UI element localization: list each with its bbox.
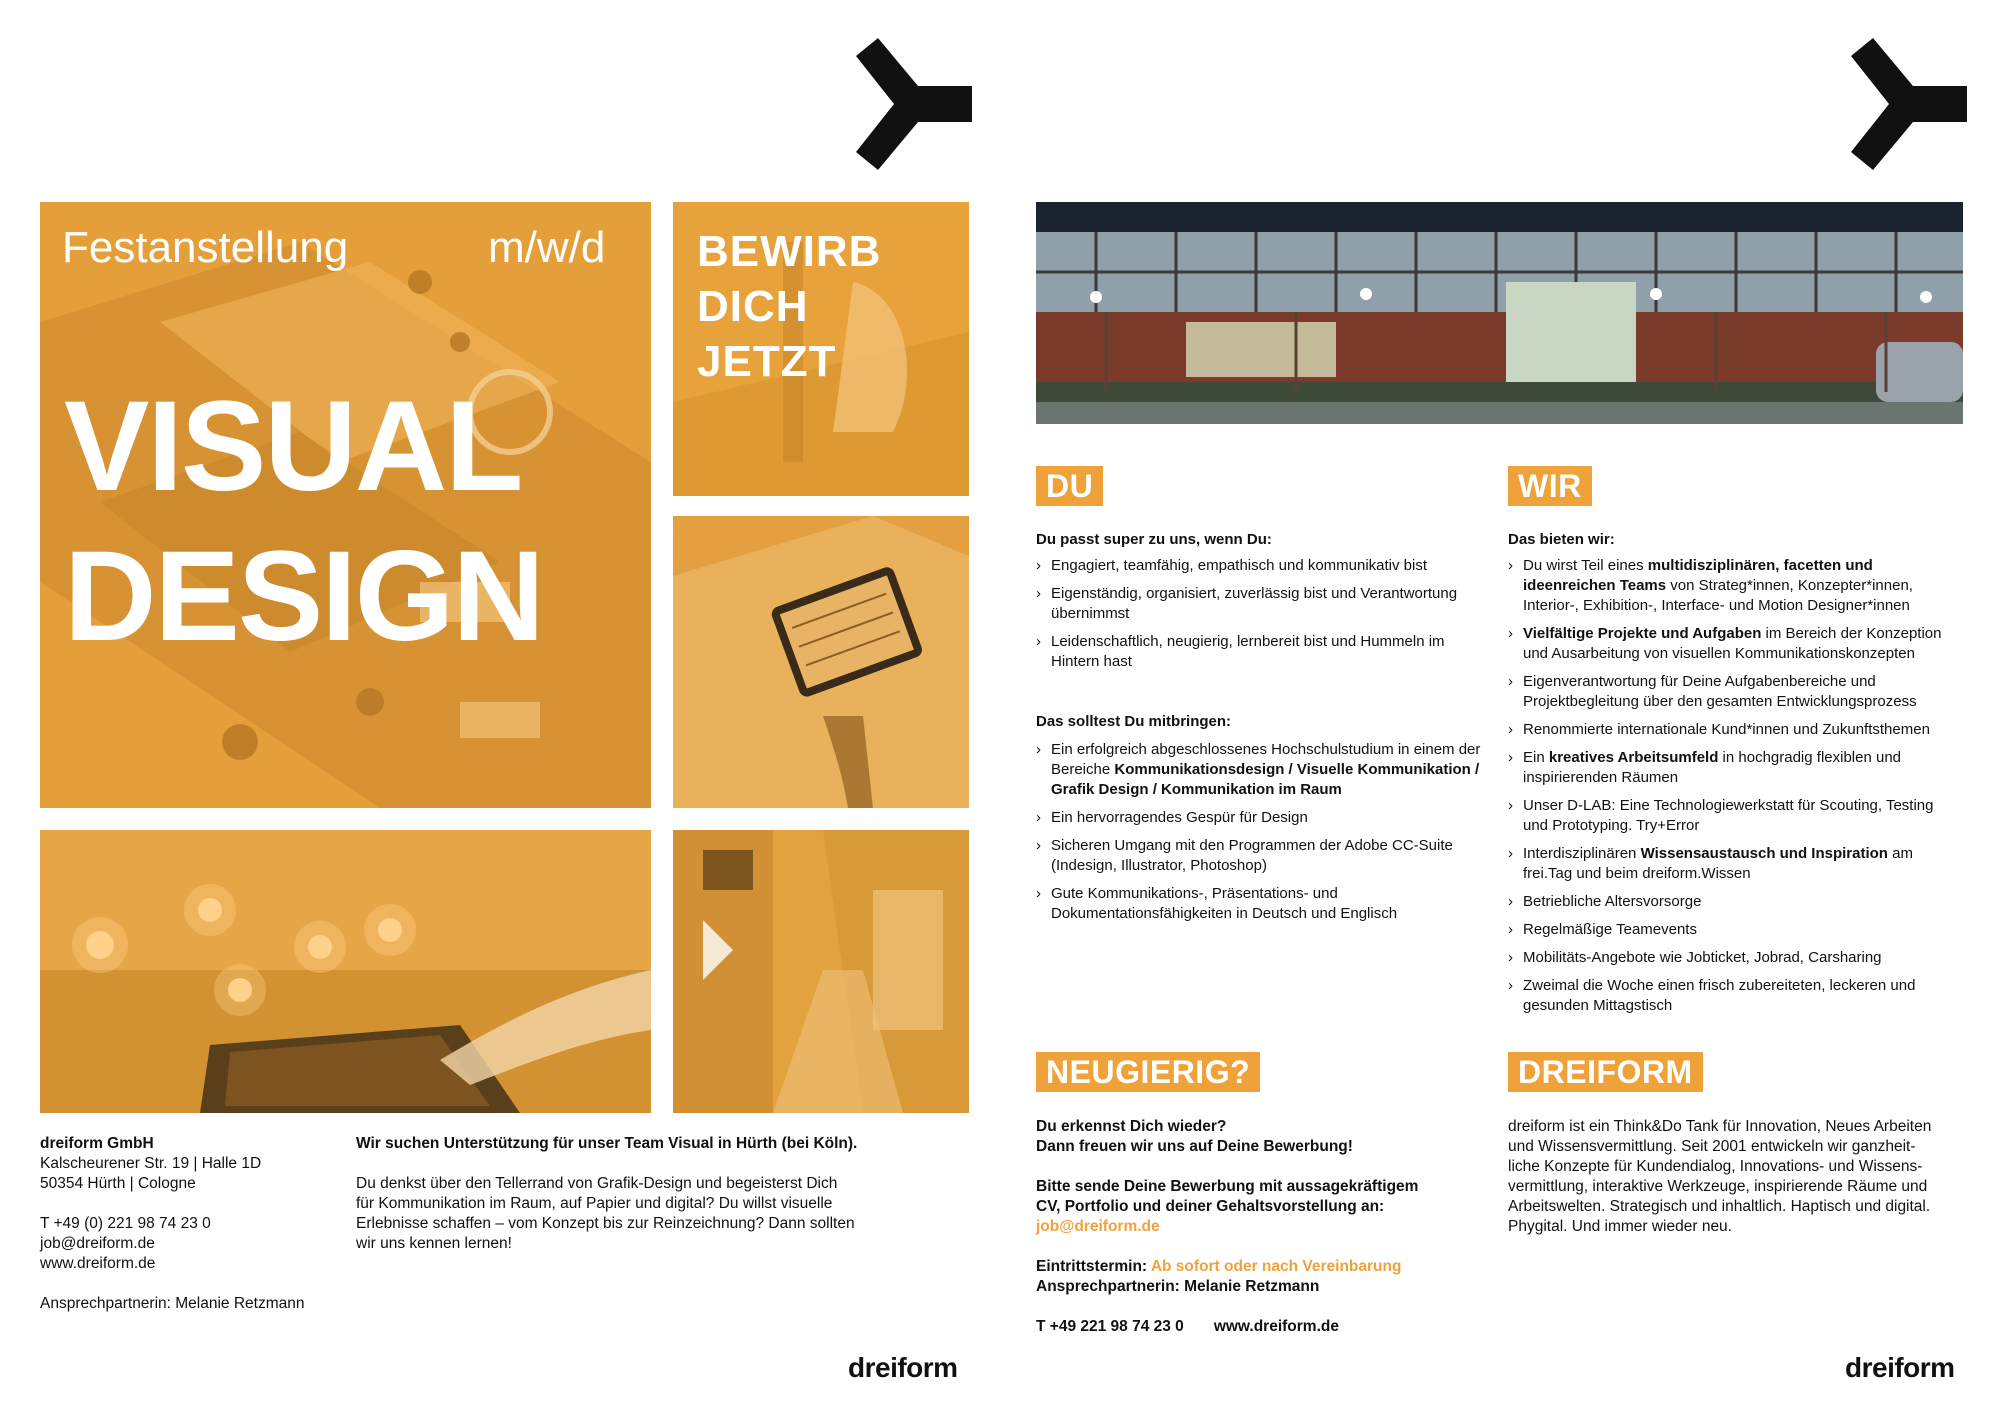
intro-line: wir uns kennen lernen! xyxy=(356,1235,512,1252)
description-line: vermittlung, interaktive Werkzeuge, inspirierende Räume und xyxy=(1508,1178,1928,1195)
building-photo xyxy=(1036,202,1963,424)
job-title-line2: DESIGN xyxy=(64,525,543,668)
company-description xyxy=(1508,1117,1968,1237)
benefit-bold: Vielfältige Projekte und Aufgaben xyxy=(1523,625,1762,642)
list-item: › Unser D-LAB: Eine Technologiewerkstatt für Scouting, Testing und Prototyping. Try+Error xyxy=(1508,796,1958,836)
list-item: › Renommierte internationale Kund*innen und Zukunftsthemen xyxy=(1508,720,1958,740)
dreiform-wordmark: dreiform xyxy=(848,1352,958,1383)
benefit-text: in hochgradig flexiblen und inspirierenden Räumen xyxy=(1523,749,1902,786)
list-item: › Regelmäßige Teamevents xyxy=(1508,920,1958,940)
phone-number: T +49 221 98 74 23 0 xyxy=(1036,1318,1184,1335)
street-address: Kalscheurener Str. 19 | Halle 1D xyxy=(40,1155,262,1172)
intro-block xyxy=(356,1134,916,1254)
job-title-line1: VISUAL xyxy=(64,375,522,518)
start-date xyxy=(1036,1257,1496,1277)
web-link[interactable]: www.dreiform.de xyxy=(40,1255,156,1272)
wir-badge: WIR xyxy=(1508,466,1592,506)
du-requirements-heading: Das solltest Du mitbringen: xyxy=(1036,713,1232,730)
city-address: 50354 Hürth | Cologne xyxy=(40,1175,196,1192)
list-item: › Betriebliche Altersvorsorge xyxy=(1508,892,1958,912)
send-line: Bitte sende Deine Bewerbung mit aussagekräftigem xyxy=(1036,1178,1419,1195)
benefit-text: im Bereich der Konzeption und Ausarbeitung von visuellen Kommunikationskonzepten xyxy=(1523,625,1942,662)
company-name: dreiform GmbH xyxy=(40,1135,154,1152)
list-item: › Mobilitäts-Angebote wie Jobticket, Jobrad, Carsharing xyxy=(1508,948,1958,968)
contact-line xyxy=(1036,1317,1496,1337)
gender-label: m/w/d xyxy=(488,223,606,272)
cta-line3: JETZT xyxy=(697,337,837,386)
benefit-text: Du wirst Teil eines xyxy=(1523,557,1648,574)
list-item xyxy=(1508,748,1958,788)
req-fields: Kommunikationsdesign / Visuelle Kommunikation / Grafik Design / Kommunikation im Raum xyxy=(1051,761,1480,798)
intro-line: Du denkst über den Tellerrand von Grafik-Design und begeisterst Dich xyxy=(356,1175,838,1192)
list-item: › Gute Kommunikations-, Präsentations- und Dokumentationsfähigkeiten in Deutsch und Englisch xyxy=(1036,884,1496,924)
cta-image-tile xyxy=(673,202,969,496)
description-line: Arbeitswelten. Strategisch und inhaltlich. Haptisch und digital. xyxy=(1508,1198,1931,1215)
du-subheading: Du passt super zu uns, wenn Du: xyxy=(1036,531,1272,548)
list-item xyxy=(1508,844,1958,884)
description-line: Phygital. Und immer wieder neu. xyxy=(1508,1218,1732,1235)
web-link[interactable]: www.dreiform.de xyxy=(1213,1318,1339,1335)
du-requirements-list xyxy=(1036,740,1496,932)
corridor-image-tile xyxy=(673,830,969,1113)
wir-benefits-list xyxy=(1508,556,1958,1024)
start-date-label: Eintrittstermin: xyxy=(1036,1258,1151,1275)
contact-person: Ansprechpartnerin: Melanie Retzmann xyxy=(1036,1278,1320,1295)
cta-line1: BEWIRB xyxy=(697,227,882,276)
benefit-text: Ein xyxy=(1523,749,1549,766)
application-email-link[interactable]: job@dreiform.de xyxy=(1036,1218,1160,1235)
description-line: liche Konzepte für Kundendialog, Innovations- und Wissens- xyxy=(1508,1158,1923,1175)
du-traits-list xyxy=(1036,556,1476,680)
list-item: › Eigenständig, organisiert, zuverlässig bist und Verantwortung übernimmst xyxy=(1036,584,1476,624)
benefit-text: am frei.Tag und beim dreiform.Wissen xyxy=(1523,845,1913,882)
intro-line: für Kommunikation im Raum, auf Papier und digital? Du willst visuelle xyxy=(356,1195,833,1212)
intro-line: Erlebnisse schaffen – vom Konzept bis zur Reinzeichnung? Dann sollten xyxy=(356,1215,855,1232)
employment-label: Festanstellung xyxy=(62,223,349,272)
dreiform-arrow-logo-icon xyxy=(856,38,972,170)
req-text: Ein erfolgreich abgeschlossenes Hochschulstudium in einem der Bereiche xyxy=(1051,741,1481,778)
dreiform-badge: DREIFORM xyxy=(1508,1052,1703,1092)
list-item: › Zweimal die Woche einen frisch zubereiteten, leckeren und gesunden Mittagstisch xyxy=(1508,976,1958,1016)
benefit-bold: Wissensaustausch und Inspiration xyxy=(1640,845,1888,862)
question-line: Du erkennst Dich wieder? xyxy=(1036,1118,1227,1135)
application-block xyxy=(1036,1117,1496,1337)
description-line: dreiform ist ein Think&Do Tank für Innovation, Neues Arbeiten xyxy=(1508,1118,1932,1135)
cta-line2: DICH xyxy=(697,282,809,331)
address-block xyxy=(40,1134,360,1314)
neugierig-badge: NEUGIERIG? xyxy=(1036,1052,1260,1092)
benefit-text: von Strateg*innen, Konzepter*innen, Interior-, Exhibition-, Interface- und Motion Designer*innen xyxy=(1523,577,1913,614)
phone-number: T +49 (0) 221 98 74 23 0 xyxy=(40,1215,211,1232)
hero-image-tile xyxy=(40,202,651,808)
benefit-bold: multidisziplinären, facetten und ideenreichen Teams xyxy=(1523,557,1873,594)
list-item: › Engagiert, teamfähig, empathisch und kommunikativ bist xyxy=(1036,556,1476,576)
dreiform-arrow-logo-icon xyxy=(1851,38,1967,170)
wir-subheading: Das bieten wir: xyxy=(1508,531,1615,548)
tablet-image-tile xyxy=(673,516,969,808)
list-item: › Ein hervorragendes Gespür für Design xyxy=(1036,808,1496,828)
list-item: › Eigenverantwortung für Deine Aufgabenbereiche und Projektbegleitung über den gesamten Entwicklungsprozess xyxy=(1508,672,1958,712)
intro-headline: Wir suchen Unterstützung für unser Team Visual in Hürth (bei Köln). xyxy=(356,1135,858,1152)
du-badge: DU xyxy=(1036,466,1103,506)
description-line: und Wissensvermittlung. Seit 2001 entwickeln wir ganzheit- xyxy=(1508,1138,1916,1155)
list-item: › Leidenschaftlich, neugierig, lernbereit bist und Hummeln im Hintern hast xyxy=(1036,632,1476,672)
contact-person: Ansprechpartnerin: Melanie Retzmann xyxy=(40,1295,305,1312)
list-item xyxy=(1508,624,1958,664)
dreiform-wordmark: dreiform xyxy=(1845,1352,1955,1383)
list-item: › Sicheren Umgang mit den Programmen der Adobe CC-Suite (Indesign, Illustrator, Photoshop) xyxy=(1036,836,1496,876)
list-item xyxy=(1036,740,1496,800)
benefit-text: Interdisziplinären xyxy=(1523,845,1641,862)
list-item xyxy=(1508,556,1958,616)
question-line: Dann freuen wir uns auf Deine Bewerbung! xyxy=(1036,1138,1353,1155)
email-link[interactable]: job@dreiform.de xyxy=(40,1235,155,1252)
start-date-value: Ab sofort oder nach Vereinbarung xyxy=(1150,1258,1402,1275)
benefit-bold: kreatives Arbeitsumfeld xyxy=(1548,749,1719,766)
touchtable-image-tile xyxy=(40,830,651,1113)
send-line: CV, Portfolio und deiner Gehaltsvorstellung an: xyxy=(1036,1198,1385,1215)
